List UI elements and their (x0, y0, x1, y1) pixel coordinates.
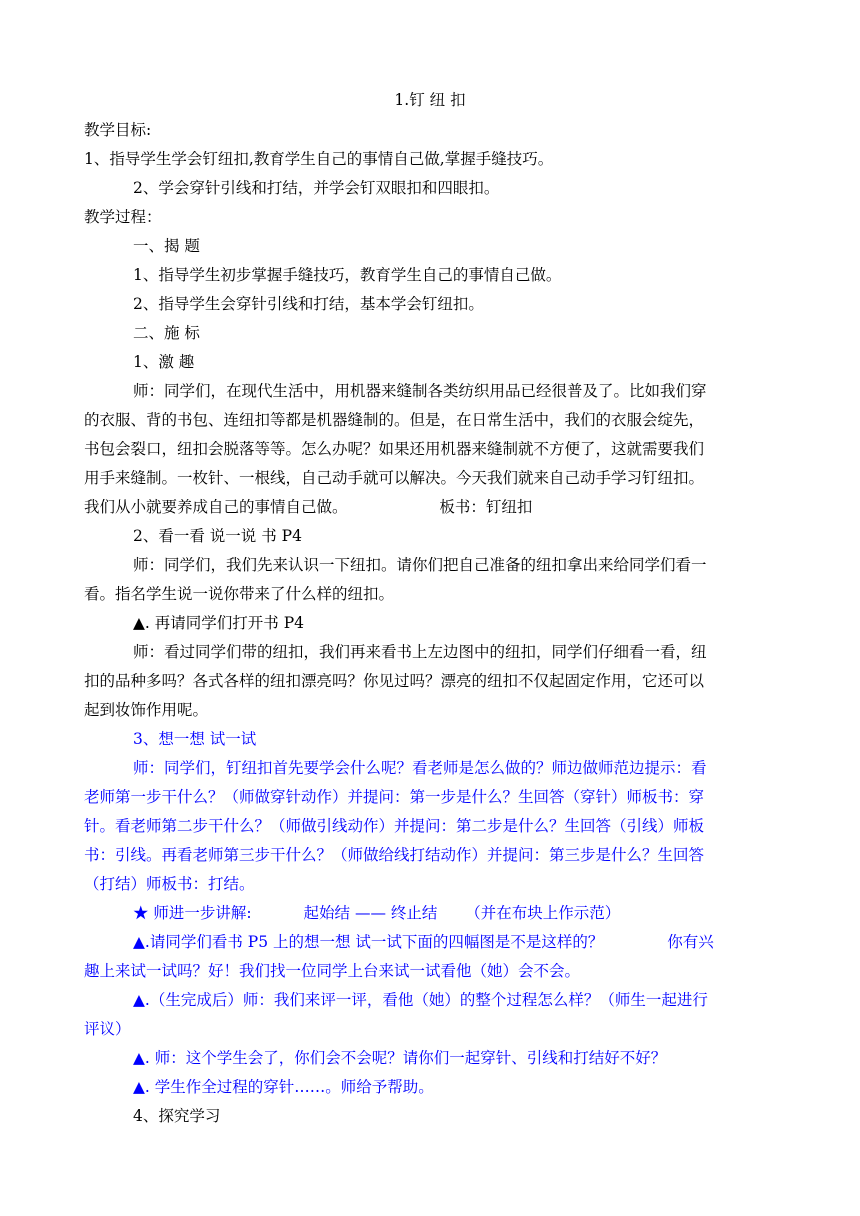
goal-item-2: 2、学会穿针引线和打结，并学会钉双眼扣和四眼扣。 (133, 179, 500, 197)
paragraph-line: 书包会裂口，纽扣会脱落等等。怎么办呢？如果还用机器来缝制就不方便了，这就需要我们 (84, 440, 705, 458)
substep-heading-2: 2、看一看 说一说 书 P4 (133, 527, 302, 545)
page-title: 1.钉 纽 扣 (394, 91, 466, 109)
demo-note: （并在布块上作示范） (465, 904, 621, 922)
bullet-line: ▲. 学生作全过程的穿针……。师给予帮助。 (133, 1078, 434, 1096)
section-heading-goals: 教学目标: (84, 121, 152, 139)
paragraph-line: 师：同学们，钉纽扣首先要学会什么呢？看老师是怎么做的？师边做师范边提示：看 (133, 759, 707, 777)
substep-heading-1: 1、激 趣 (133, 353, 195, 371)
paragraph-line: 针。看老师第二步干什么？（师做引线动作）并提问：第二步是什么？生回答（引线）师板 (84, 817, 705, 835)
paragraph-line: 起到妆饰作用呢。 (84, 701, 209, 719)
knot-sequence: 起始结 —— 终止结 (303, 904, 438, 922)
board-note: 板书：钉纽扣 (439, 498, 533, 516)
paragraph-line: 师：同学们，我们先来认识一下纽扣。请你们把自己准备的纽扣拿出来给同学们看一 (133, 556, 707, 574)
paragraph-line: （打结）师板书：打结。 (84, 875, 255, 893)
paragraph-line: 评议） (84, 1020, 131, 1038)
bullet-line: ▲. 再请同学们打开书 P4 (133, 614, 304, 632)
paragraph-line: 趣上来试一试吗？好！我们找一位同学上台来试一试看他（她）会不会。 (84, 962, 581, 980)
paragraph-text: 我们从小就要养成自己的事情自己做。 (84, 498, 348, 516)
paragraph-line: 看。指名学生说一说你带来了什么样的纽扣。 (84, 585, 395, 603)
step-heading-1: 一、揭 题 (133, 237, 200, 255)
paragraph-line: 师：同学们，在现代生活中，用机器来缝制各类纺织用品已经很普及了。比如我们穿 (133, 382, 707, 400)
bullet-text-tail: 你有兴 (667, 933, 714, 951)
explanation-label: ★ 师进一步讲解: (133, 904, 252, 922)
step-1-item-2: 2、指导学生会穿针引线和打结，基本学会钉纽扣。 (133, 295, 484, 313)
section-heading-process: 教学过程： (84, 208, 162, 226)
step-1-item-1: 1、指导学生初步掌握手缝技巧，教育学生自己的事情自己做。 (133, 266, 562, 284)
goal-item-1: 1、指导学生学会钉纽扣,教育学生自己的事情自己做,掌握手缝技巧。 (84, 150, 554, 168)
paragraph-line: 扣的品种多吗？各式各样的纽扣漂亮吗？你见过吗？漂亮的纽扣不仅起固定作用，它还可以 (84, 672, 705, 690)
step-heading-2: 二、施 标 (133, 324, 200, 342)
paragraph-line: 用手来缝制。一枚针、一根线，自己动手就可以解决。今天我们就来自己动手学习钉纽扣。 (84, 469, 705, 487)
bullet-text: ▲.请同学们看书 P5 上的想一想 试一试下面的四幅图是不是这样的？ (133, 933, 604, 951)
bullet-line: ▲.（生完成后）师：我们来评一评，看他（她）的整个过程怎么样？（师生一起进行 (133, 991, 708, 1009)
paragraph-line: 老师第一步干什么？（师做穿针动作）并提问：第一步是什么？生回答（穿针）师板书：穿 (84, 788, 705, 806)
paragraph-line (84, 497, 784, 517)
substep-heading-3: 3、想一想 试一试 (133, 730, 257, 748)
paragraph-line: 书：引线。再看老师第三步干什么？（师做给线打结动作）并提问：第三步是什么？生回答 (84, 846, 705, 864)
substep-heading-4: 4、探究学习 (133, 1107, 221, 1125)
bullet-line: ▲. 师：这个学生会了，你们会不会呢？请你们一起穿针、引线和打结好不好？ (133, 1049, 667, 1067)
paragraph-line: 的衣服、背的书包、连纽扣等都是机器缝制的。但是，在日常生活中，我们的衣服会绽先， (84, 411, 705, 429)
bullet-line (133, 932, 833, 952)
paragraph-line: 师：看过同学们带的纽扣，我们再来看书上左边图中的纽扣，同学们仔细看一看，纽 (133, 643, 707, 661)
explanation-line (133, 903, 833, 923)
